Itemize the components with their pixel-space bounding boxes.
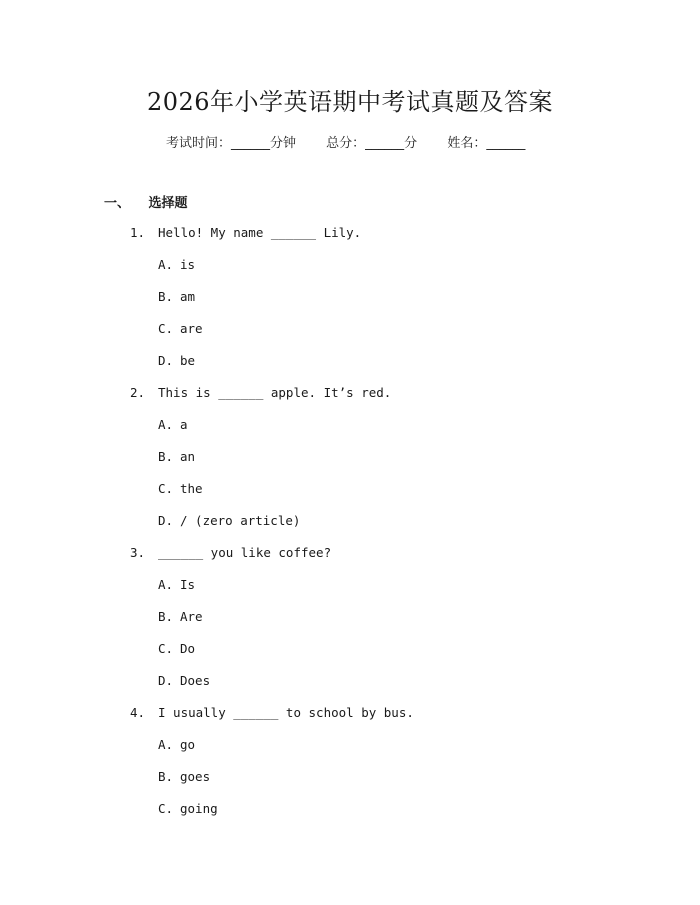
option-label: B. — [158, 449, 174, 464]
question-item — [0, 544, 700, 576]
option-label: A. — [158, 577, 174, 592]
answer-option — [0, 448, 700, 480]
option-label: B. — [158, 609, 174, 624]
section-heading — [104, 192, 188, 211]
option-text: go — [180, 737, 196, 752]
option-label: A. — [158, 737, 174, 752]
option-label: C. — [158, 321, 174, 336]
option-label: C. — [158, 801, 174, 816]
exam-meta — [166, 132, 525, 151]
answer-option — [0, 736, 700, 768]
option-text: Does — [180, 673, 211, 688]
answer-option — [0, 352, 700, 384]
section-title: 选择题 — [148, 196, 188, 211]
option-label: B. — [158, 769, 174, 784]
option-text: Do — [180, 641, 196, 656]
question-item — [0, 704, 700, 736]
answer-option — [0, 640, 700, 672]
option-label: A. — [158, 417, 174, 432]
option-text: an — [180, 449, 196, 464]
option-text: Are — [180, 609, 203, 624]
option-text: going — [180, 801, 218, 816]
option-text: are — [180, 321, 203, 336]
option-label: C. — [158, 481, 174, 496]
answer-option — [0, 416, 700, 448]
option-label: D. — [158, 353, 174, 368]
question-text: This is ______ apple. It’s red. — [158, 385, 392, 400]
answer-option — [0, 800, 700, 832]
answer-option — [0, 608, 700, 640]
question-item — [0, 384, 700, 416]
exam-time-field: 考试时间：______分钟 — [166, 136, 297, 151]
answer-option — [0, 576, 700, 608]
question-list — [0, 224, 700, 832]
option-text: am — [180, 289, 196, 304]
option-text: a — [180, 417, 188, 432]
question-text: Hello! My name ______ Lily. — [158, 225, 362, 240]
question-number: 2. — [130, 385, 146, 400]
total-score-field: 总分：______分 — [326, 136, 418, 151]
option-label: D. — [158, 513, 174, 528]
option-label: A. — [158, 257, 174, 272]
answer-option — [0, 512, 700, 544]
option-text: is — [180, 257, 196, 272]
question-number: 4. — [130, 705, 146, 720]
option-text: the — [180, 481, 203, 496]
answer-option — [0, 288, 700, 320]
document-title: 2026年小学英语期中考试真题及答案 — [146, 88, 554, 116]
answer-option — [0, 480, 700, 512]
answer-option — [0, 768, 700, 800]
question-text: I usually ______ to school by bus. — [158, 705, 414, 720]
student-name-field: 姓名：______ — [447, 136, 526, 151]
question-text: ______ you like coffee? — [158, 545, 332, 560]
question-number: 1. — [130, 225, 146, 240]
option-text: / (zero article) — [180, 513, 301, 528]
section-number: 一、 — [104, 196, 131, 211]
option-text: goes — [180, 769, 211, 784]
option-label: D. — [158, 673, 174, 688]
question-number: 3. — [130, 545, 146, 560]
question-item — [0, 224, 700, 256]
answer-option — [0, 256, 700, 288]
option-text: be — [180, 353, 196, 368]
option-label: C. — [158, 641, 174, 656]
answer-option — [0, 672, 700, 704]
option-text: Is — [180, 577, 196, 592]
option-label: B. — [158, 289, 174, 304]
answer-option — [0, 320, 700, 352]
